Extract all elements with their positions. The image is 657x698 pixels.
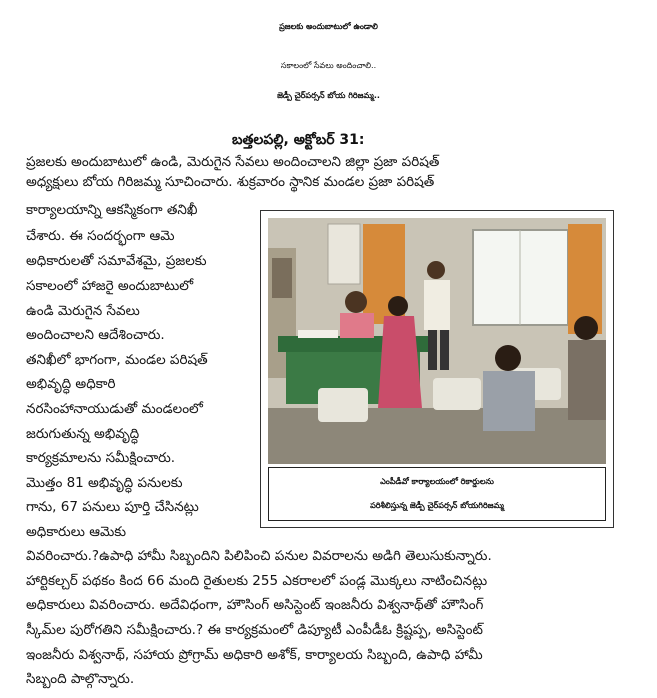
headline: ప్రజలకు అందుబాటులో ఉండాలి (279, 22, 378, 31)
body-line: చేశారు. ఈ సందర్భంగా ఆమె (26, 228, 175, 244)
body-line: కార్యక్రమాలను సమీక్షించారు. (26, 450, 176, 466)
caption-line-2: పరిశీలిస్తున్న జెడ్పీ చైర్‌పర్సన్ బోయగిరిజమ్మ (370, 501, 504, 510)
photo-frame (260, 210, 614, 528)
caption-line-1: ఎంపీడీవో కార్యాలయంలో రికార్డులను (380, 477, 494, 486)
body-line: తనిఖీలో భాగంగా, మండల పరిషత్ (26, 352, 208, 368)
body-line: స్కీమ్‌ల పురోగతిని సమీక్షించారు.? ఈ కార్యక్రమంలో డిప్యూటీ ఎంపీడీఓ క్రిష్టప్ప, అసిస్టెంట్ (26, 622, 483, 638)
body-line: కార్యాలయాన్ని ఆకస్మికంగా తనిఖీ (26, 202, 198, 218)
body-line: సకాలంలో హాజరై అందుబాటులో (26, 278, 194, 294)
body-line: వివరించారు.?ఉపాధి హామీ సిబ్బందిని పిలిపించి పనుల వివరాలను అడిగి తెలుసుకున్నారు. (26, 548, 492, 564)
photo-caption (268, 467, 606, 521)
photo-chair (318, 388, 368, 422)
body-line: అధ్యక్షులు బోయ గిరిజమ్మ సూచించారు. శుక్రవారం స్థానిక మండల ప్రజా పరిషత్ (26, 174, 435, 190)
body-line: జరుగుతున్న అభివృద్ధి (26, 426, 140, 442)
body-line: మొత్తం 81 అభివృద్ధి పనులకు (26, 475, 183, 491)
office-inspection-photo (268, 218, 606, 464)
body-line: గాను, 67 పనులు పూర్తి చేసినట్లు (26, 499, 199, 515)
body-line: ప్రజలకు అందుబాటులో ఉండి, మెరుగైన సేవలు అందించాలని జిల్లా ప్రజా పరిషత్ (26, 154, 440, 170)
body-line: ఉండి మెరుగైన సేవలు (26, 303, 140, 319)
body-line: ఇంజనీరు విశ్వనాథ్, సహాయ ప్రోగ్రామ్ అధికారి అశోక్, కార్యాలయ సిబ్బంది, ఉపాధి హామీ (26, 647, 483, 663)
body-line: అందించాలని ఆదేశించారు. (26, 327, 165, 343)
subheadline-2: జెడ్పీ చైర్‌పర్సన్ బోయ గిరిజమ్మ.. (277, 91, 380, 100)
subheadline-1: సకాలంలో సేవలు అందించాలి.. (280, 61, 377, 70)
body-line: అధికారులు ఆమెకు (26, 524, 127, 540)
body-line: నరసింహానాయుడుతో మండలంలో (26, 401, 203, 417)
photo-chair (433, 378, 481, 410)
dateline: బత్తలపల్లి, అక్టోబర్ 31: (232, 132, 365, 148)
body-line: సిబ్బంది పాల్గొన్నారు. (26, 671, 135, 687)
body-line: అధికారులు వివరించారు. అదేవిధంగా, హౌసింగ్ అసిస్టెంట్ ఇంజనీరు విశ్వనాథ్‌తో హౌసింగ్ (26, 597, 484, 613)
body-line: అభివృద్ధి అధికారి (26, 376, 116, 392)
body-line: హార్టికల్చర్ పథకం కింద 66 మంది రైతులకు 255 ఎకరాలలో పండ్ల మొక్కలు నాటించినట్లు (26, 573, 488, 589)
body-line: అధికారులతో సమావేశమై, ప్రజలకు (26, 253, 207, 269)
